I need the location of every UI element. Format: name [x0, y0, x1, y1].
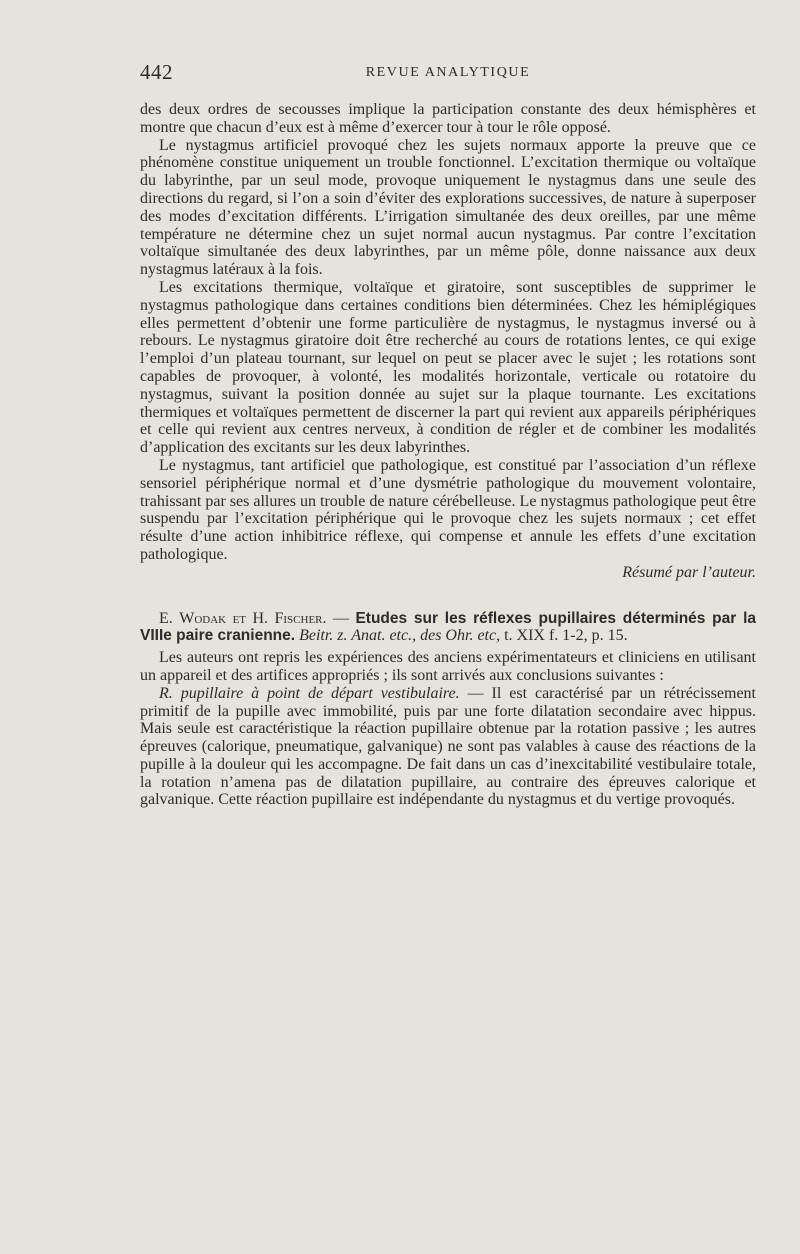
page-number: 442: [140, 60, 173, 84]
paragraph-text: — Il est caractérisé par un rétrécissement primitif de la pupille avec immobilité, puis par une forte dilatation secondaire avec hippus. Mais seule est caractéristique la réaction pupillaire obtenue par la rotation passive ; les autres épreuves (calorique, pneumatique, galvanique) ne sont pas valables à cause des réactions de la pupille à la douleur qui les accompagne. De fait dans un cas d’inexcitabilité vestibulaire totale, la rotation n’amena pas de dilatation pupillaire, au contraire des épreuves calorique et galvanique. Cette réaction pupillaire est indépendante du nystagmus et du vertige provoqués.: [140, 684, 757, 809]
author-1-name: Wodak: [179, 609, 227, 627]
author-1-initial: E.: [159, 609, 180, 627]
running-head: REVUE ANALYTIQUE: [365, 65, 531, 80]
journal-name: Beitr. z. Anat. etc., des Ohr. etc: [299, 627, 497, 645]
page-header: [140, 60, 756, 86]
author-2-name: Fischer: [274, 609, 323, 627]
volume-info: , t. XIX f. 1-2, p. 15.: [496, 627, 628, 645]
page-body: [140, 101, 756, 809]
author-2-initial: H.: [252, 609, 275, 627]
paragraph-nystagmus-artificiel: Le nystagmus artificiel provoqué chez les sujets normaux apporte la preuve que ce phénomène constitue uniquement un trouble fonctionnel. L’excitation thermique ou voltaïque du labyrinthe, par un seul mode, provoque uniquement le nystagmus dans une seule des directions du regard, si l’on a soin d’éviter des explorations successives, de nature à superposer des modes d’excitation différents. L’irrigation simultanée des deux oreilles, par une même température ne détermine chez un sujet normal aucun nystagmus. Par contre l’excitation voltaïque simultanée des deux labyrinthes, par un même pôle, donne naissance aux deux nystagmus latéraux à la fois.: [140, 136, 756, 279]
paragraph-auteurs: Les auteurs ont repris les expériences des anciens expérimentateurs et cliniciens en utilisant un appareil et des artifices appropriés ; ils sont arrivés aux conclusions suivantes :: [140, 649, 756, 684]
paragraph-excitations: Les excitations thermique, voltaïque et giratoire, sont susceptibles de supprimer le nystagmus pathologique dans certaines conditions bien déterminées. Chez les hémiplégiques elles permettent d’obtenir une forme particulière de nystagmus, le nystagmus inversé ou à rebours. Le nystagmus giratoire doit être recherché au cours de rotations lentes, ce qui exige l’emploi d’un plateau tournant, sur lequel on peut se placer avec le sujet ; les rotations sont capables de provoquer, à volonté, les modalités horizontale, verticale ou rotatoire du nystagmus, suivant la position donnée au sujet sur la plaque tournante. Les excitations thermiques et voltaïques permettent de discerner la part qui revient aux appareils périphériques et celle qui revient aux centres nerveux, à condition de régler et de combiner les modalités d’application des excitants sur les deux labyrinthes.: [140, 278, 756, 457]
article-title: Etudes sur les réflexes pupillaires déterminés par la VIIIe paire cranienne.: [140, 609, 756, 645]
paragraph-reflexe-pupillaire: [140, 685, 756, 810]
title-dash: . —: [322, 609, 356, 627]
author-conjunction: et: [226, 609, 253, 627]
paragraph-nystagmus-pathologique: Le nystagmus, tant artificiel que pathologique, est constitué par l’association d’un réflexe sensoriel périphérique normal et d’une dysmétrie pathologique du mouvement volontaire, trahissant par ses allures un trouble de nature cérébelleuse. Le nystagmus pathologique peut être suspendu par l’excitation périphérique qui le provoque chez les sujets normaux ; cet effet résulte d’une action inhibitrice réflexe, qui compense et annule les effets d’une excitation pathologique.: [140, 456, 756, 563]
article-reference: [140, 610, 756, 646]
author-signature: Résumé par l’auteur.: [622, 563, 756, 581]
paragraph-lead: R. pupillaire à point de départ vestibulaire.: [159, 684, 460, 702]
paragraph-continued: des deux ordres de secousses implique la participation constante des deux hémisphères et montre que chacun d’eux est à même d’exercer tour à tour le rôle opposé.: [140, 101, 756, 136]
